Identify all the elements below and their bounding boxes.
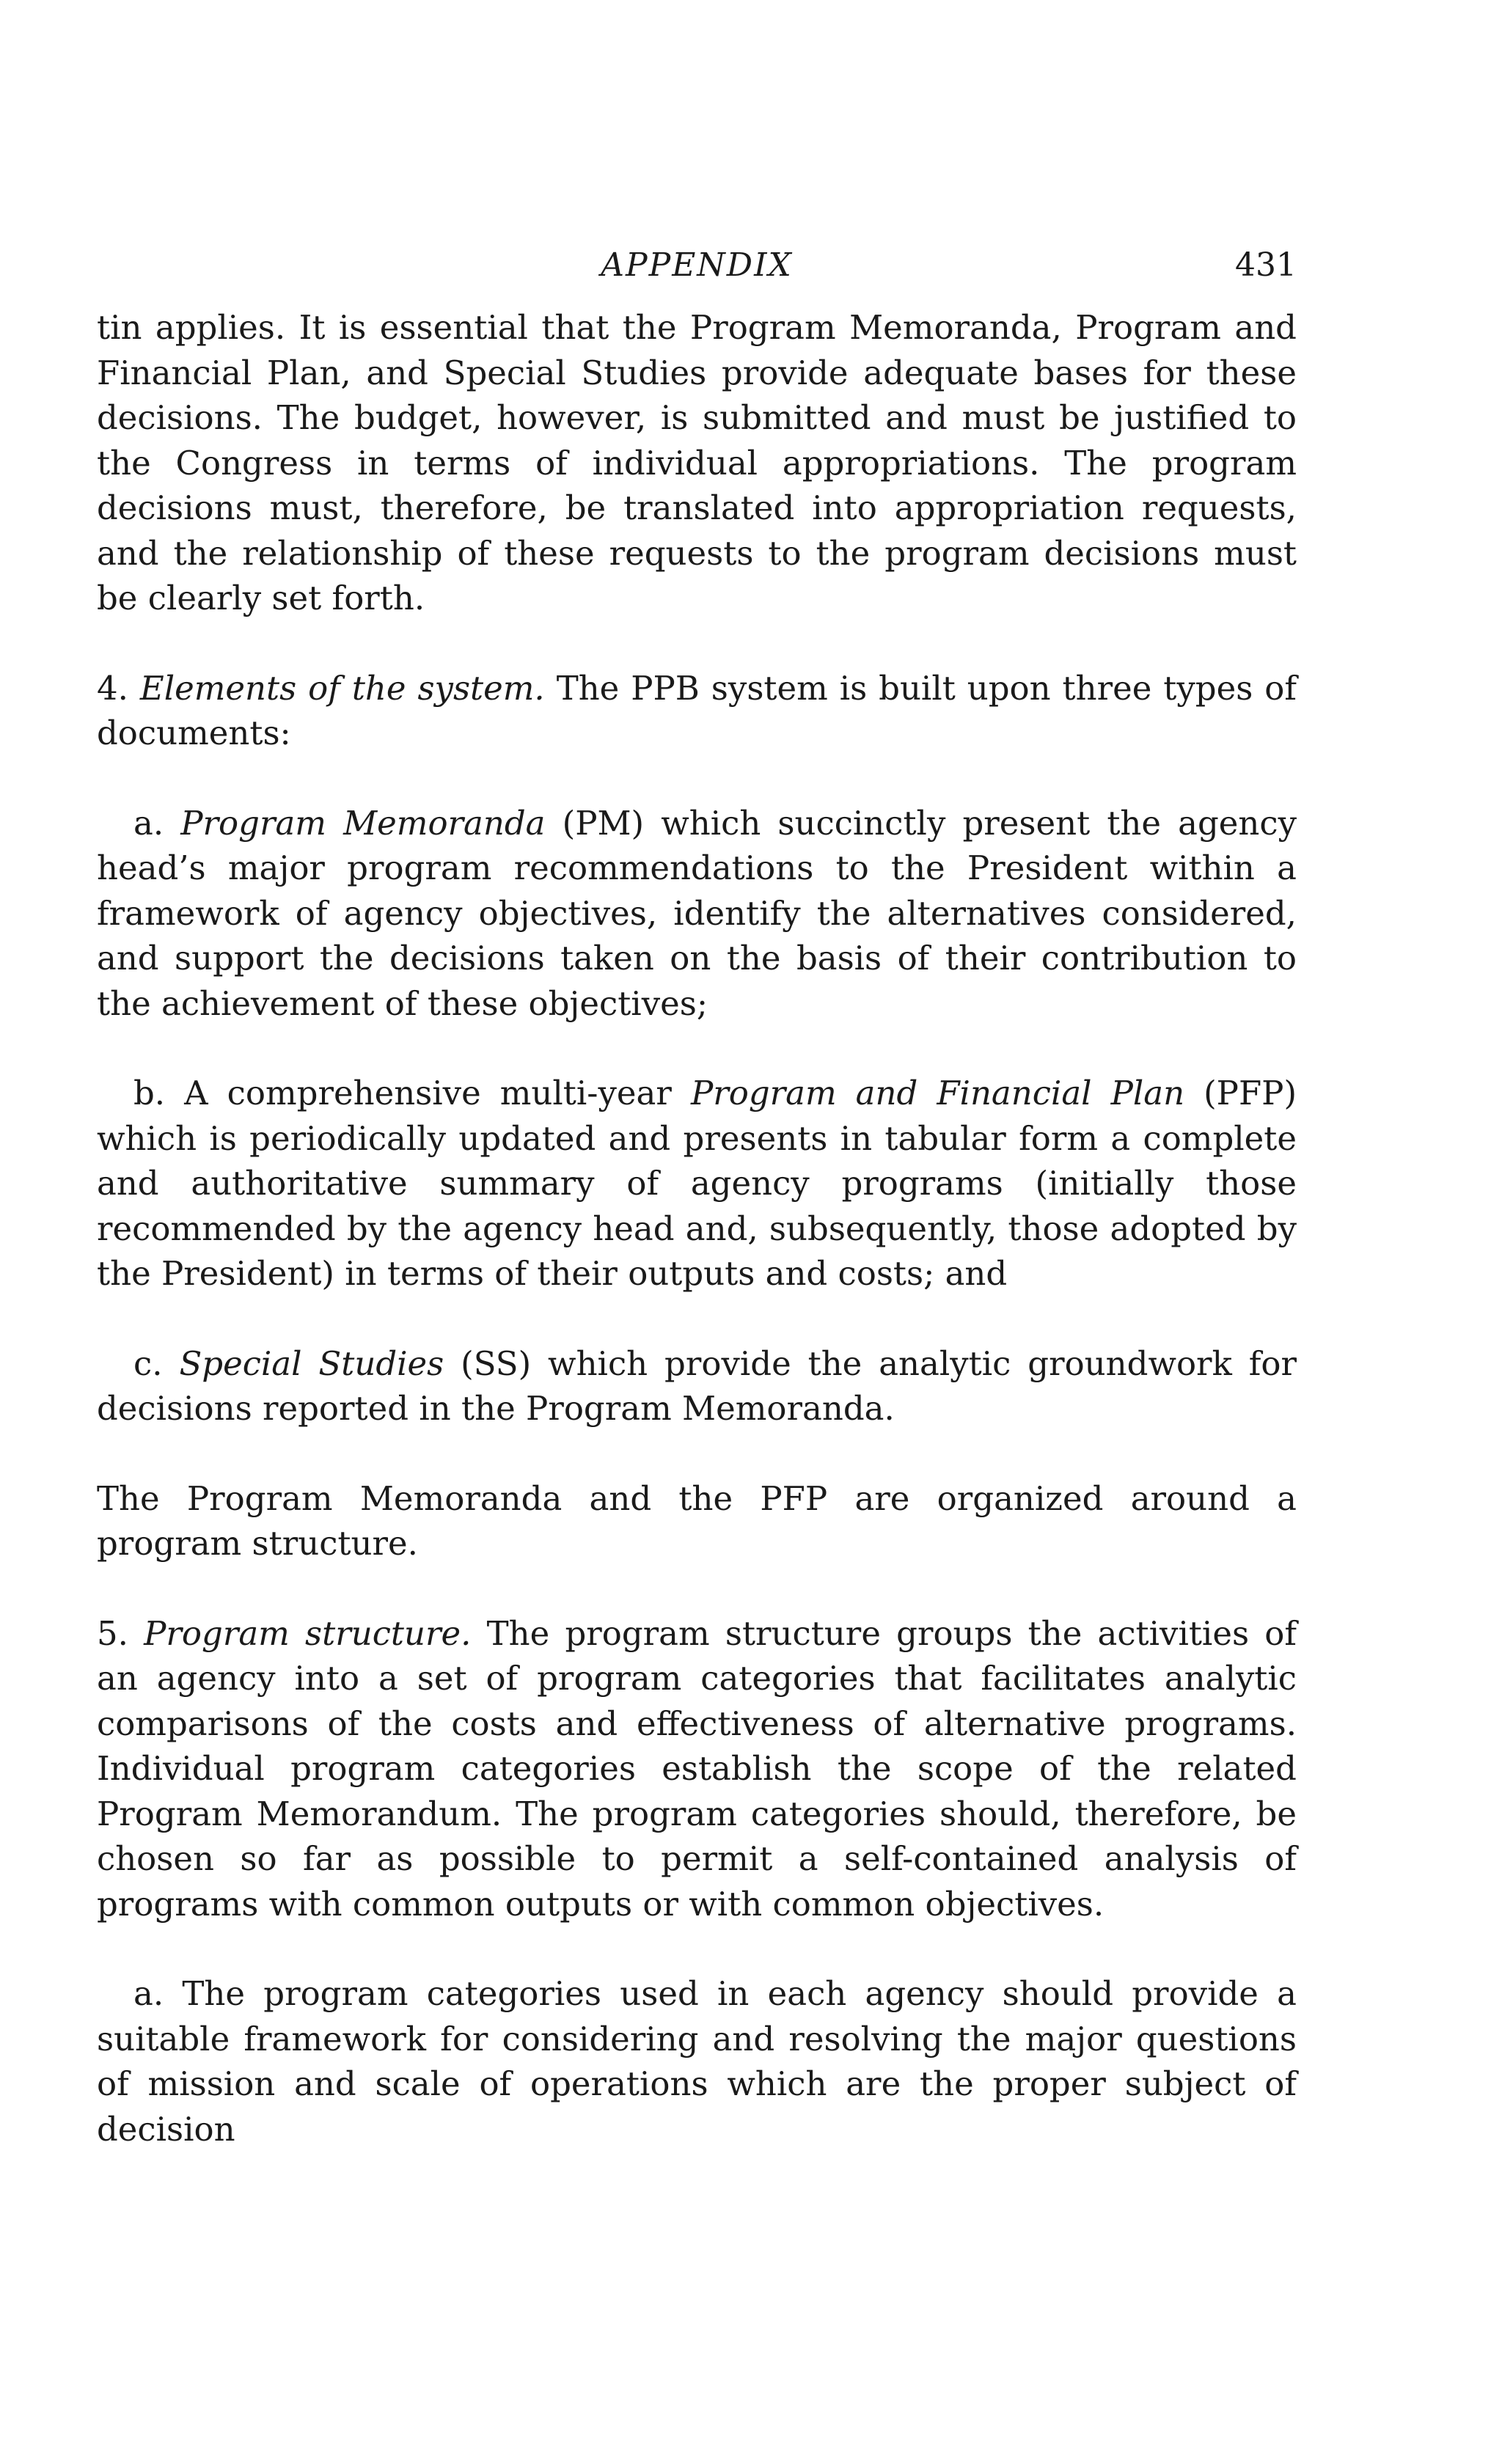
item-a-program-memoranda [97,801,1297,1027]
section-heading: Program structure. [144,1613,472,1653]
item-a-program-categories [97,1971,1297,2152]
paragraph-text: The program structure groups the activities of an agency into a set of program categories that facilitates analytic comparisons of the costs and effectiveness of alternative programs. Individual program categories establish the scope of the related Program Memorandum. The program categories should, therefore, be chosen so far as possible to permit a self-contained analysis of programs with common outputs or with common objectives. [97,1613,1297,1924]
running-head [97,246,1297,305]
section-4-elements [97,666,1297,756]
page-number: 431 [1235,246,1297,284]
paragraph-text: (PM) which succinctly present the agency head’s major program recommendations to the President within a framework of agency objectives, identify the alternatives considered, and support the decisions taken on the basis of their contribution to the achievement of these objectives; [97,803,1297,1023]
item-label: b. A comprehensive multi-year [133,1074,672,1112]
section-heading: Elements of the system. [139,668,545,708]
item-c-special-studies [97,1341,1297,1431]
paragraph-text: (SS) which provide the analytic groundwork for decisions reported in the Program Memoranda. [97,1343,1297,1428]
paragraph-text: a. The program categories used in each agency should provide a suitable framework for considering and resolving the major questions of mission and scale of operations which are the proper subject of decision [97,1974,1297,2149]
paragraph-text: (PFP) which is periodically updated and presents in tabular form a complete and authoritative summary of agency programs (initially those recommended by the agency head and, subsequently, those adopted by the President) in terms of their outputs and costs; and [97,1074,1297,1293]
item-term: Program Memoranda [180,803,546,843]
paragraph-text: The Program Memoranda and the PFP are organized around a program structure. [97,1478,1297,1563]
paragraph-program-structure-intro [97,1476,1297,1566]
item-term: Program and Financial Plan [690,1074,1185,1112]
item-label: c. [133,1343,163,1383]
paragraph-text: tin applies. It is essential that the Program Memoranda, Program and Financial Plan, and Special Studies provide adequate bases for these decisions. The budget, however, is submitted and must be justified to the Congress in terms of individual appropriations. The program decisions must, therefore, be translated into appropriation requests, and the relationship of these requests to the program decisions must be clearly set forth. [97,308,1297,617]
item-term: Special Studies [179,1343,444,1383]
section-5-program-structure [97,1611,1297,1927]
book-page [97,246,1297,2152]
section-number: 5. [97,1613,128,1653]
paragraph-text: The PPB system is built upon three types of documents: [97,668,1297,752]
paragraph-continuation [97,305,1297,621]
running-title: APPENDIX [601,246,793,284]
item-label: a. [133,803,164,843]
section-number: 4. [97,668,128,708]
item-b-program-financial-plan [97,1071,1297,1297]
